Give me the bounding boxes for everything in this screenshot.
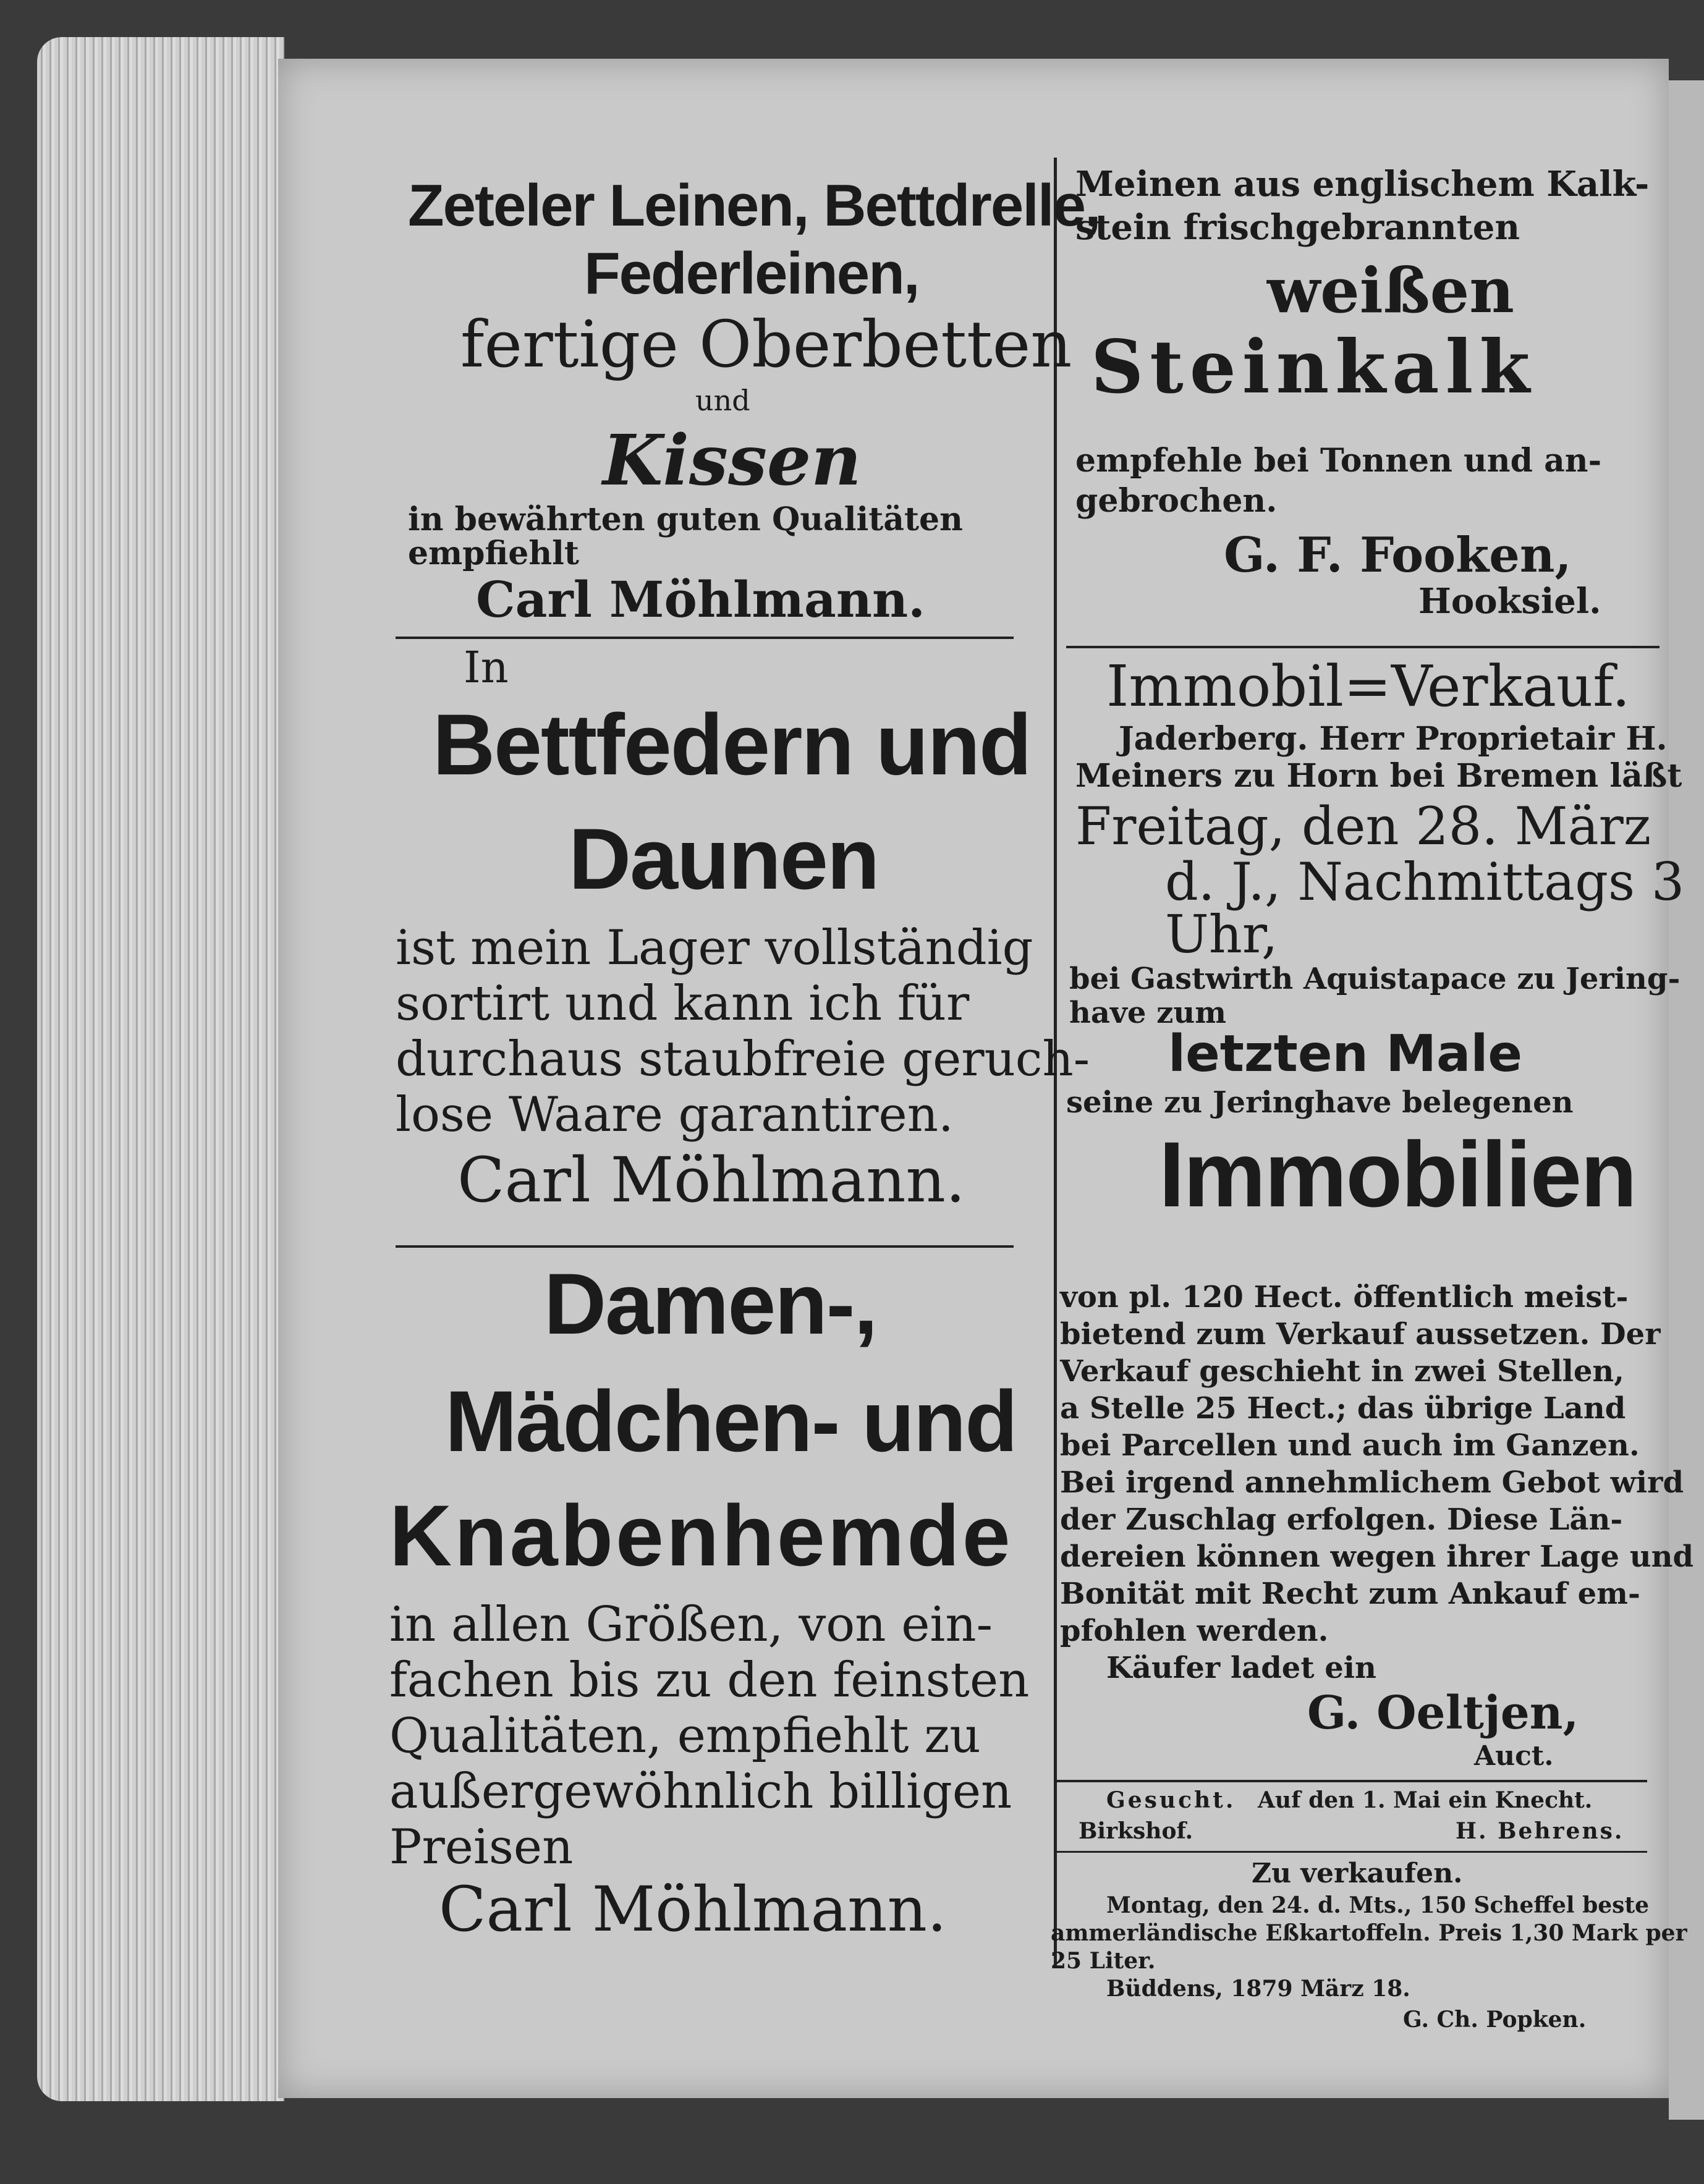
- ad3-line2: Mädchen- und: [445, 1373, 1017, 1470]
- r-ad2-body5: bei Parcellen und auch im Ganzen.: [1060, 1428, 1640, 1463]
- r-ad2-line7: have zum: [1069, 996, 1227, 1030]
- r-ad4-line3: 25 Liter.: [1051, 1948, 1156, 1974]
- ad2-line2: Bettfedern und: [433, 696, 1031, 793]
- ad3-line5: fachen bis zu den feinsten: [389, 1653, 1030, 1708]
- ad3-line4: in allen Größen, von ein-: [389, 1597, 993, 1653]
- ad2-line7: lose Waare garantiren.: [396, 1087, 954, 1143]
- r-ad3-line2b: H. Behrens.: [1456, 1818, 1624, 1844]
- ad3-line7: außergewöhnlich billigen: [389, 1764, 1012, 1819]
- r-ad2-line4: d. J., Nachmittags 3: [1165, 852, 1685, 912]
- r-ad3-line2a: Birkshof.: [1079, 1818, 1193, 1844]
- r-ad2-body10: pfohlen werden.: [1060, 1614, 1329, 1648]
- r-ad2-line6: bei Gastwirth Aquistapace zu Jering-: [1069, 962, 1681, 996]
- r-ad2-body8: dereien können wegen ihrer Lage und: [1060, 1539, 1694, 1574]
- r-ad2-body6: Bei irgend annehmlichem Gebot wird: [1060, 1465, 1684, 1500]
- r-ad2-title: Immobil=Verkauf.: [1106, 653, 1630, 719]
- ad3-line8: Preisen: [389, 1819, 574, 1875]
- ad1-line6: in bewährten guten Qualitäten: [408, 501, 963, 538]
- facing-page-edge: [1669, 80, 1704, 2120]
- ad2-line3: Daunen: [569, 810, 879, 907]
- r-ad2-body2: bietend zum Verkauf aussetzen. Der: [1060, 1317, 1661, 1352]
- r-ad2-line3: Freitag, den 28. März: [1075, 796, 1651, 857]
- ad2-line5: sortirt und kann ich für: [396, 976, 970, 1031]
- r-ad2-role: Auct.: [1474, 1740, 1554, 1772]
- r-ad2-body9: Bonität mit Recht zum Ankauf em-: [1060, 1577, 1640, 1611]
- ad2-line6: durchaus staubfreie geruch-: [396, 1031, 1090, 1087]
- right-rule-3: [1054, 1851, 1647, 1853]
- ad1-line3: fertige Oberbetten: [460, 307, 1072, 382]
- r-ad2-line8: letzten Male: [1168, 1025, 1523, 1083]
- r-ad2-line2: Meiners zu Horn bei Bremen läßt: [1075, 757, 1682, 795]
- left-rule-2: [396, 1245, 1014, 1248]
- ad3-line6: Qualitäten, empfiehlt zu: [389, 1708, 981, 1764]
- ad1-line1: Zeteler Leinen, Bettdrelle,: [408, 172, 1100, 239]
- r-ad1-place: Hooksiel.: [1418, 581, 1601, 622]
- r-ad1-line4: Steinkalk: [1091, 324, 1537, 410]
- ad1-signature: Carl Möhlmann.: [476, 570, 926, 629]
- ad1-line4: und: [695, 384, 750, 417]
- r-ad4-line1: Montag, den 24. d. Mts., 150 Scheffel beste: [1106, 1892, 1649, 1918]
- r-ad3-line1a: Gesucht.: [1106, 1787, 1236, 1813]
- ad2-line4: ist mein Lager vollständig: [396, 920, 1033, 976]
- r-ad2-body1: von pl. 120 Hect. öffentlich meist-: [1060, 1280, 1629, 1314]
- ad1-line7: empfiehlt: [408, 535, 579, 572]
- r-ad2-body11: Käufer ladet ein: [1106, 1651, 1376, 1685]
- r-ad1-signature: G. F. Fooken,: [1224, 527, 1572, 583]
- r-ad3-line1b: Auf den 1. Mai ein Knecht.: [1258, 1787, 1593, 1813]
- ad2-signature: Carl Möhlmann.: [457, 1144, 965, 1216]
- r-ad2-line1: Jaderberg. Herr Proprietair H.: [1119, 720, 1668, 758]
- r-ad1-line1: Meinen aus englischem Kalk-: [1075, 164, 1650, 205]
- right-rule-2: [1054, 1780, 1647, 1782]
- r-ad4-title: Zu verkaufen.: [1252, 1858, 1463, 1889]
- ad2-line1: In: [464, 642, 509, 693]
- r-ad2-line9: seine zu Jeringhave belegenen: [1066, 1085, 1574, 1120]
- ad3-signature: Carl Möhlmann.: [439, 1873, 947, 1945]
- r-ad1-line6: gebrochen.: [1075, 482, 1278, 520]
- ad3-line1: Damen-,: [544, 1255, 877, 1352]
- r-ad2-signature: G. Oeltjen,: [1307, 1687, 1579, 1740]
- r-ad1-line5: empfehle bei Tonnen und an-: [1075, 442, 1602, 480]
- r-ad1-line3: weißen: [1267, 254, 1514, 327]
- book-page-edges: [37, 37, 284, 2101]
- r-ad4-line2: ammerländische Eßkartoffeln. Preis 1,30 Mark per: [1051, 1920, 1687, 1946]
- r-ad2-body7: der Zuschlag erfolgen. Diese Län-: [1060, 1502, 1623, 1537]
- ad1-line2: Federleinen,: [584, 240, 919, 307]
- left-rule-1: [396, 637, 1014, 639]
- right-rule-1: [1066, 646, 1659, 648]
- ad3-line3: Knabenhemde: [389, 1487, 1013, 1584]
- r-ad2-line5: Uhr,: [1165, 904, 1278, 965]
- r-ad4-line4: Büddens, 1879 März 18.: [1106, 1976, 1410, 2002]
- r-ad4-signature: G. Ch. Popken.: [1403, 2007, 1587, 2033]
- r-ad2-line10: Immobilien: [1159, 1122, 1636, 1226]
- r-ad2-body4: a Stelle 25 Hect.; das übrige Land: [1060, 1391, 1626, 1426]
- ad1-line5: Kissen: [603, 420, 862, 501]
- r-ad1-line2: stein frischgebrannten: [1075, 207, 1520, 248]
- r-ad2-body3: Verkauf geschieht in zwei Stellen,: [1060, 1354, 1624, 1389]
